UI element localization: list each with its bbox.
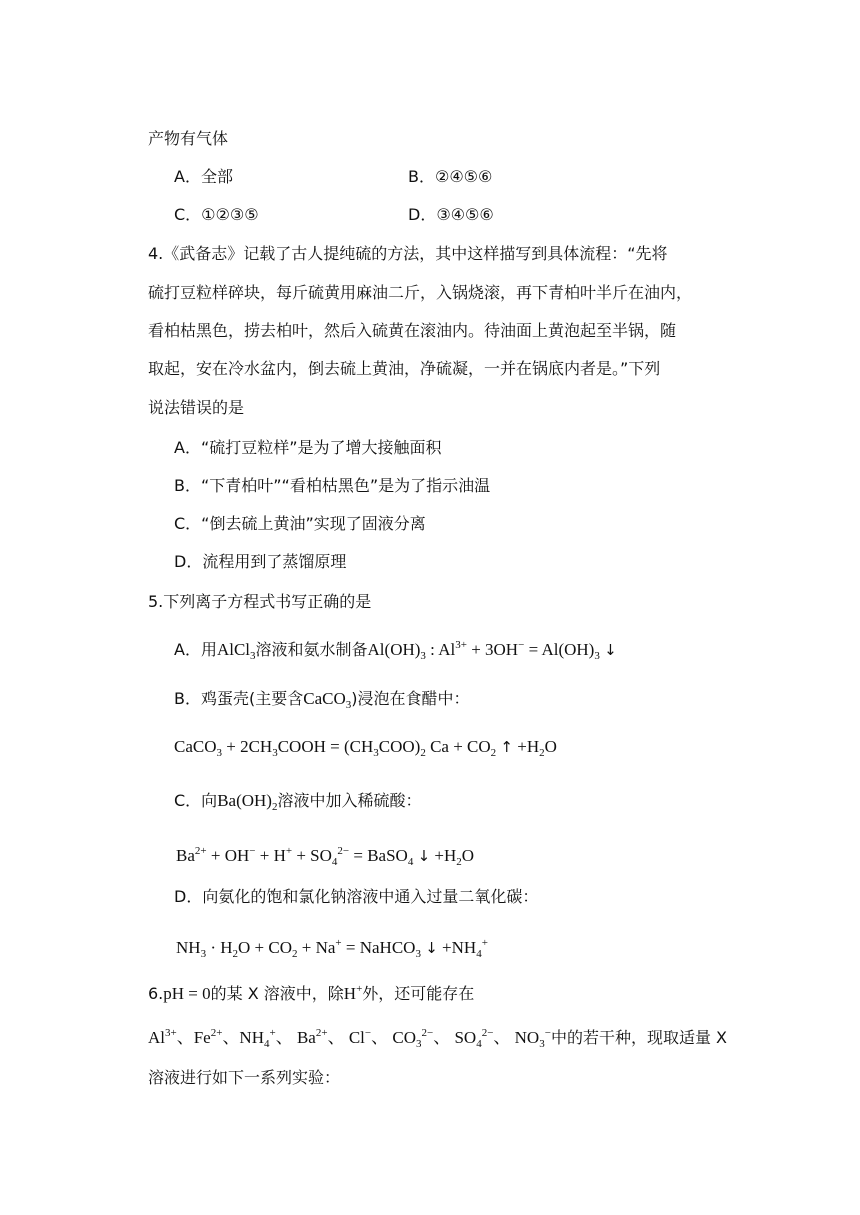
baoh2-formula: $Ba(OH)_2$	[217, 791, 278, 813]
ph-expression: pH = 0	[163, 984, 211, 1003]
q5-option-b-text: )浸泡在食醋中：	[351, 689, 470, 708]
q6-line-3: 溶液进行如下一系列实验：	[148, 1068, 341, 1087]
q6-ion-list	[148, 1022, 727, 1055]
q5-option-b-label: B．鸡蛋壳(主要含	[174, 689, 304, 708]
q4-stem-line-3: 看柏枯黑色，捞去柏叶，然后入硫黄在滚油内。待油面上黄泡起至半锅，随	[148, 321, 677, 340]
q3-option-d: D．③④⑤⑥	[408, 205, 494, 224]
q4-stem-line-1: 4.《武备志》记载了古人提纯硫的方法，其中这样描写到具体流程：“先将	[148, 244, 668, 263]
caco3-formula: CaCO$_3$	[303, 689, 352, 711]
q4-option-d: D．流程用到了蒸馏原理	[174, 552, 347, 571]
q5-option-d-equation: $NH_3 \cdot H_2O + CO_2 + Na^+$ = NaHCO$_3$ ↓ $+NH_4^+$	[176, 937, 488, 960]
q5-option-a-text: 溶液和氨水制备	[255, 640, 368, 659]
q4-option-a: A．“硫打豆粒样”是为了增大接触面积	[174, 438, 442, 457]
q3-option-a: A．全部	[174, 167, 233, 186]
q6-number: 6.	[148, 984, 164, 1003]
q6-stem	[148, 978, 474, 1005]
q5-option-b-equation: CaCO$_3$ + $2CH_3COOH = (CH_3COO)_2$ $Ca + CO_2$ ↑ $+H_2O$	[174, 737, 557, 759]
q4-stem-line-4: 取起，安在冷水盆内，倒去硫上黄油，净硫凝，一并在锅底内者是。”下列	[148, 359, 661, 378]
q4-stem-line-5: 说法错误的是	[148, 398, 245, 417]
q5-option-a	[174, 634, 617, 667]
q3-tail-text: 产物有气体	[148, 129, 229, 148]
q5-stem: 5.下列离子方程式书写正确的是	[148, 592, 372, 611]
q5-option-c	[174, 790, 421, 818]
q5-option-a-equation: $Al(OH)_3$ : $Al^{3+} + 3OH^- = Al(OH)_3$ ↓	[367, 639, 617, 662]
ion-formulas: $Al^{3+}$、$Fe^{2+}$、$NH_4^+$、 $Ba^{2+}$、 Cl−、 $CO_3^{2-}$、 $SO_4^{2-}$、 $NO_3^-$	[148, 1027, 551, 1050]
q6-stem-mid: 的某 X 溶液中，除	[210, 984, 344, 1003]
q3-option-b: B．②④⑤⑥	[408, 167, 493, 186]
q5-option-d: D．向氨化的饱和氯化钠溶液中通入过量二氧化碳：	[174, 887, 539, 906]
q5-option-b	[174, 688, 469, 716]
q6-ions-tail: 中的若干种，现取适量 X	[550, 1028, 727, 1047]
q4-option-c: C．“倒去硫上黄油”实现了固液分离	[174, 514, 426, 533]
q5-option-c-label: C．向	[174, 791, 218, 810]
q3-option-c: C．①②③⑤	[174, 205, 259, 224]
alcl3-formula: AlCl$_3$	[216, 640, 256, 662]
q5-option-c-text: 溶液中加入稀硫酸：	[277, 791, 422, 810]
q5-option-c-equation: $Ba^{2+} + OH^- + H^+ + SO_4^{2-}$ = BaSO$_4$ ↓ $+H_2O$	[176, 845, 475, 868]
q5-option-a-label: A．用	[174, 640, 217, 659]
q4-option-b: B．“下青柏叶”“看柏枯黑色”是为了指示油温	[174, 476, 491, 495]
q4-stem-line-2: 硫打豆粒样碎块，每斤硫黄用麻油二斤，入锅烧滚，再下青柏叶半斤在油内，	[148, 283, 693, 302]
h-plus-ion: H+	[343, 983, 363, 1003]
q6-stem-post: 外，还可能存在	[362, 984, 475, 1003]
